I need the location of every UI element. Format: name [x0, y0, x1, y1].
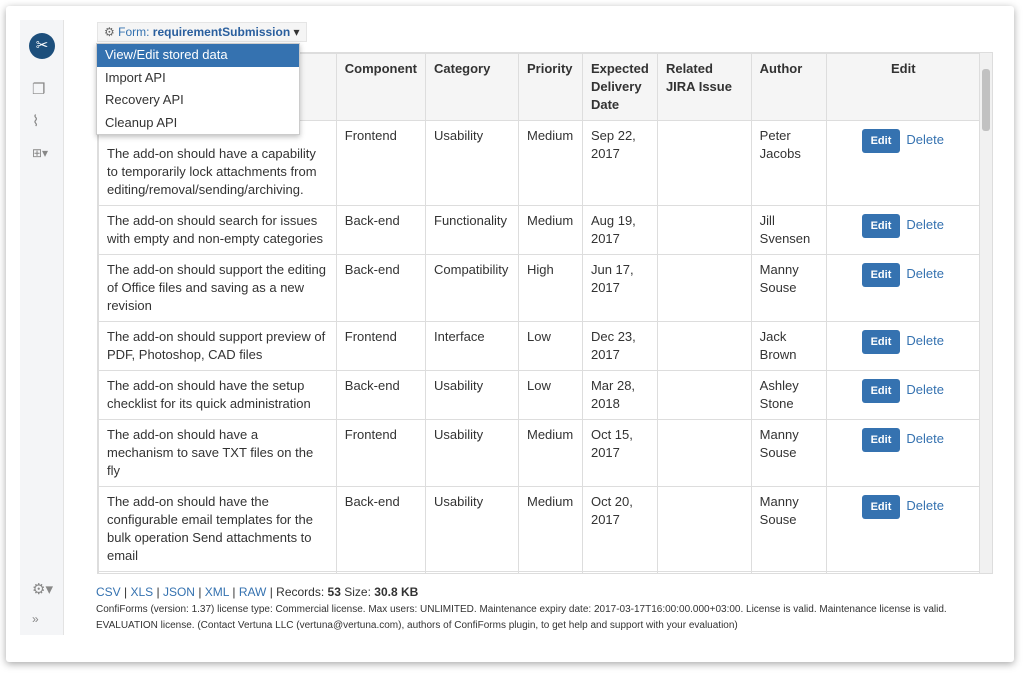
menu-item-import-api[interactable]: Import API: [105, 69, 166, 85]
menu-item-cleanup-api[interactable]: Cleanup API: [105, 114, 178, 130]
export-xml-link[interactable]: XML: [204, 585, 230, 599]
table-cell: Back-end: [336, 371, 425, 420]
table-cell: High: [518, 255, 582, 322]
table-cell: Frontend: [336, 322, 425, 371]
column-header: Expected Delivery Date: [582, 54, 657, 121]
table-cell: Oct 15, 2017: [582, 420, 657, 487]
table-cell: Usability: [426, 420, 519, 487]
table-cell: Manny Souse: [751, 487, 826, 572]
table-cell: [582, 572, 657, 575]
table-cell: Oct 20, 2017: [582, 487, 657, 572]
table-cell: Sep 22, 2017: [582, 121, 657, 206]
table-cell: [657, 572, 751, 575]
column-header: Author: [751, 54, 826, 121]
table-cell: [99, 572, 337, 575]
table-cell: Usability: [426, 487, 519, 572]
edit-button[interactable]: Edit: [862, 428, 901, 452]
export-bar: CSV | XLS | JSON | XML | RAW | Records: 53 Size: 30.8 KB: [96, 585, 419, 599]
actions-cell: [826, 420, 980, 487]
table-row: [99, 420, 981, 487]
table-cell: [657, 371, 751, 420]
table-cell: Jill Svensen: [751, 206, 826, 255]
expand-sidebar-icon[interactable]: »: [32, 612, 39, 626]
menu-item-recovery-api[interactable]: Recovery API: [105, 92, 184, 107]
table-cell: Back-end: [336, 206, 425, 255]
table-cell: Aug 19, 2017: [582, 206, 657, 255]
column-header: Category: [426, 54, 519, 121]
table-cell: [657, 255, 751, 322]
actions-cell: [826, 371, 980, 420]
table-cell: Medium: [518, 206, 582, 255]
column-header: Related JIRA Issue: [657, 54, 751, 121]
edit-button[interactable]: Edit: [862, 379, 901, 403]
table-cell: The add-on should have the configurable email templates for the bulk operation Send attachments to email: [99, 487, 337, 572]
table-cell: [657, 322, 751, 371]
table-cell: The add-on should support the editing of Office files and saving as a new revision: [99, 255, 337, 322]
table-row: [99, 206, 981, 255]
table-cell: The add-on should have the setup checklist for its quick administration: [99, 371, 337, 420]
export-raw-link[interactable]: RAW: [238, 585, 267, 599]
table-cell: Mar 28, 2018: [582, 371, 657, 420]
edit-button[interactable]: Edit: [862, 214, 901, 238]
table-cell: Back-end: [336, 487, 425, 572]
delete-link[interactable]: Delete: [906, 382, 944, 397]
size-value: 30.8 KB: [374, 585, 419, 599]
actions-cell: [826, 572, 980, 575]
column-header: Component: [336, 54, 425, 121]
table-cell: The add-on should have a mechanism to save TXT files on the fly: [99, 420, 337, 487]
table-cell: Low: [518, 322, 582, 371]
rss-feed-icon[interactable]: ⌇: [32, 113, 40, 130]
delete-link[interactable]: Delete: [906, 132, 944, 147]
table-cell: Usability: [426, 121, 519, 206]
column-header: Priority: [518, 54, 582, 121]
form-dropdown-menu: [96, 43, 300, 135]
delete-link[interactable]: Delete: [906, 333, 944, 348]
table-cell: [518, 572, 582, 575]
export-json-link[interactable]: JSON: [162, 585, 195, 599]
table-cell: The add-on should have a capability to temporarily lock attachments from editing/removal/sending/archiving.: [99, 121, 337, 206]
table-cell: Dec 23, 2017: [582, 322, 657, 371]
table-cell: Functionality: [426, 206, 519, 255]
actions-cell: [826, 206, 980, 255]
table-cell: [336, 572, 425, 575]
table-cell: [657, 121, 751, 206]
license-info: ConfiForms (version: 1.37) license type: Commercial license. Max users: UNLIMITED. Maintenance expiry date: 2017-03-17T16:00:00.000+03:00. License is valid. Maintenance license is valid. EVALUATION license. (Contact Vertuna LLC (vertuna@vertuna.com), authors of ConfiForms plugin, to get help and support with your evaluation): [96, 604, 947, 631]
table-cell: Jack Brown: [751, 322, 826, 371]
actions-cell: [826, 322, 980, 371]
tree-icon[interactable]: ⊞▾: [32, 146, 49, 160]
edit-button[interactable]: Edit: [862, 495, 901, 519]
column-header: Edit: [826, 54, 980, 121]
table-row: [99, 487, 981, 572]
table-cell: Manny Souse: [751, 255, 826, 322]
table-cell: Peter Jacobs: [751, 121, 826, 206]
caret-down-icon: ▾: [293, 25, 300, 39]
export-csv-link[interactable]: CSV: [96, 585, 121, 599]
table-cell: Usability: [426, 371, 519, 420]
scrollbar-thumb[interactable]: [982, 69, 990, 131]
actions-cell: [826, 255, 980, 322]
table-row: [99, 255, 981, 322]
table-row: [99, 322, 981, 371]
delete-link[interactable]: Delete: [906, 431, 944, 446]
pages-icon[interactable]: ❐: [32, 81, 46, 98]
table-cell: The add-on should search for issues with empty and non-empty categories: [99, 206, 337, 255]
vertical-scrollbar[interactable]: [979, 53, 992, 573]
table-cell: Back-end: [336, 255, 425, 322]
export-xls-link[interactable]: XLS: [130, 585, 154, 599]
table-cell: [657, 206, 751, 255]
table-cell: Ashley Stone: [751, 371, 826, 420]
table-cell: [657, 420, 751, 487]
menu-item-view-edit[interactable]: View/Edit stored data: [97, 44, 299, 67]
app-logo-icon[interactable]: ✂: [29, 33, 55, 59]
actions-cell: [826, 487, 980, 572]
table-cell: Frontend: [336, 121, 425, 206]
gear-icon: ⚙: [104, 25, 115, 39]
edit-button[interactable]: Edit: [862, 263, 901, 287]
table-row: [99, 371, 981, 420]
table-cell: [751, 572, 826, 575]
form-menu-button[interactable]: ⚙ Form: requirementSubmission ▾: [97, 22, 307, 42]
form-name: requirementSubmission: [152, 25, 291, 39]
table-cell: Medium: [518, 121, 582, 206]
table-row: [99, 572, 981, 575]
table-cell: Frontend: [336, 420, 425, 487]
records-count: 53: [327, 585, 341, 599]
edit-button[interactable]: Edit: [862, 330, 901, 354]
table-cell: [426, 572, 519, 575]
sidebar: [20, 20, 64, 635]
edit-button[interactable]: Edit: [862, 129, 901, 153]
delete-link[interactable]: Delete: [906, 498, 944, 513]
table-cell: Compatibility: [426, 255, 519, 322]
table-cell: The add-on should support preview of PDF, Photoshop, CAD files: [99, 322, 337, 371]
delete-link[interactable]: Delete: [906, 266, 944, 281]
table-cell: Low: [518, 371, 582, 420]
table-cell: Manny Souse: [751, 420, 826, 487]
actions-cell: [826, 121, 980, 206]
settings-gear-icon[interactable]: ⚙▾: [32, 581, 53, 598]
delete-link[interactable]: Delete: [906, 217, 944, 232]
table-cell: Jun 17, 2017: [582, 255, 657, 322]
table-cell: Medium: [518, 420, 582, 487]
table-cell: Interface: [426, 322, 519, 371]
table-cell: [657, 487, 751, 572]
table-cell: Medium: [518, 487, 582, 572]
